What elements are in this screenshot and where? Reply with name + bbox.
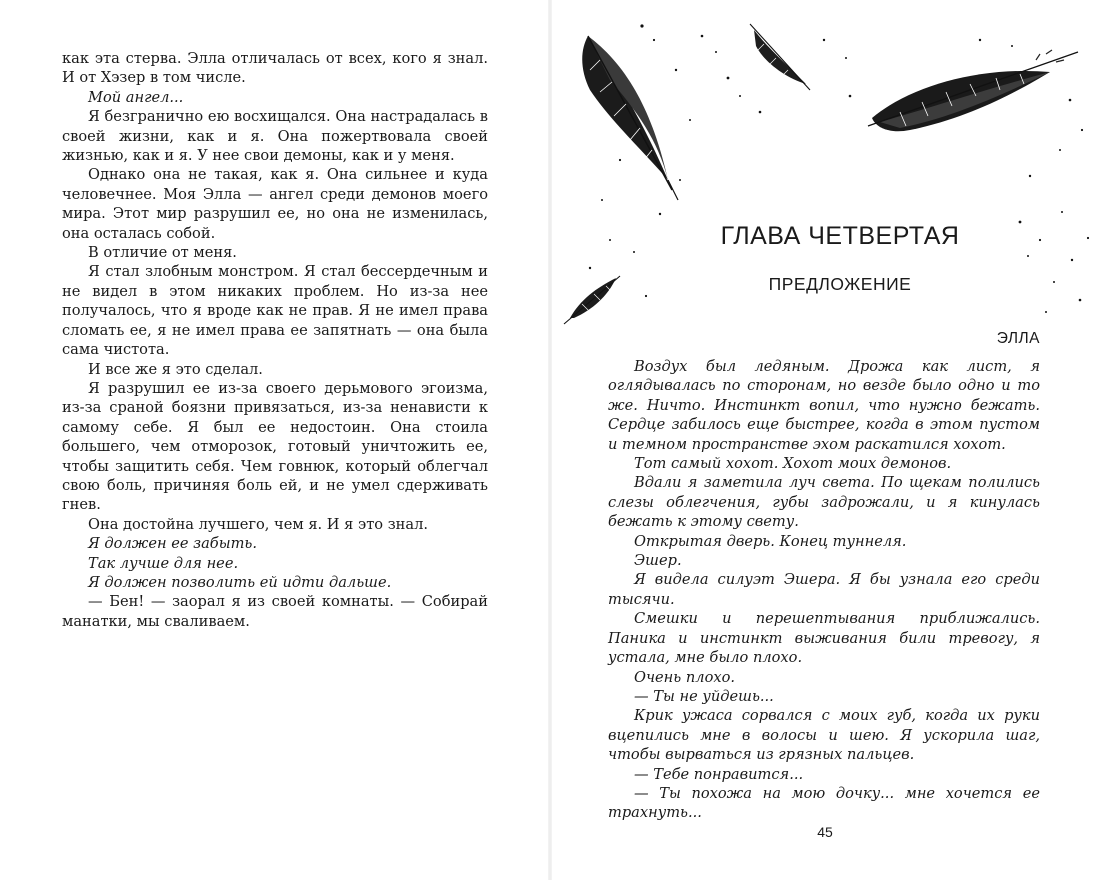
paragraph: Я должен ее забыть. bbox=[88, 535, 258, 553]
paragraph: И все же я это сделал. bbox=[88, 360, 263, 378]
paragraph: Так лучше для нее. bbox=[88, 554, 239, 572]
feather-small-bottom bbox=[564, 276, 620, 324]
paragraph: — Бен! — заорал я из своей комнаты. — Собирай манатки, мы сваливаем. bbox=[62, 593, 488, 630]
paragraph: как эта стерва. Элла отличалась от всех, кого я знал. И от Хэзер в том числе. bbox=[62, 50, 488, 87]
right-page-body bbox=[608, 357, 1040, 823]
paragraph: Я безгранично ею восхищался. Она настрадалась в своей жизни, как и я. Она пожертвовала своей жизнью, как и я. У нее свои демоны, как и у меня. bbox=[62, 108, 488, 165]
paragraph: Крик ужаса сорвался с моих губ, когда их руки вцепились мне в волосы и шею. Я ускорила шаг, чтобы вырваться из грязных пальцев. bbox=[608, 707, 1040, 764]
paragraph: Смешки и перешептывания приближались. Паника и инстинкт выживания били тревогу, я устала, мне было плохо. bbox=[608, 610, 1040, 667]
paragraph: Открытая дверь. Конец туннеля. bbox=[634, 532, 907, 550]
feather-large-right bbox=[868, 50, 1078, 131]
paragraph: Вдали я заметила луч света. По щекам полились слезы облегчения, губы задрожали, и я кинулась бежать к этому свету. bbox=[608, 474, 1040, 531]
pov-character-name: ЭЛЛА bbox=[996, 330, 1040, 347]
paragraph: Тот самый хохот. Хохот моих демонов. bbox=[634, 455, 952, 473]
ink-specks bbox=[589, 24, 1089, 313]
page-number: 45 bbox=[817, 824, 833, 840]
paragraph: — Тебе понравится... bbox=[634, 765, 804, 783]
chapter-title: ГЛАВА ЧЕТВЕРТАЯ bbox=[720, 222, 960, 250]
paragraph: Мой ангел... bbox=[88, 88, 184, 106]
paragraph: Эшер. bbox=[634, 552, 682, 570]
paragraph: Я стал злобным монстром. Я стал бессердечным и не видел в этом никаких проблем. Но из-за нее получалось, что я вроде как не прав. Я не имел права сломать ее, я не имел права ее запятнать — она была сама чистота. bbox=[62, 263, 488, 359]
right-page bbox=[550, 0, 1100, 880]
paragraph: Я разрушил ее из-за своего дерьмового эгоизма, из-за сраной боязни привязаться, из-за ненависти к самому себе. Я был ее недостоин. Она стоила большего, чем отморозок, готовый уничтожить ее, чтобы защитить себя. Чем говнюк, который облегчал свою боль, причиняя боль ей, и не умел сдерживать гнев. bbox=[62, 379, 488, 514]
left-page-body bbox=[62, 49, 488, 631]
chapter-subtitle: ПРЕДЛОЖЕНИЕ bbox=[768, 274, 912, 294]
paragraph: Однако она не такая, как я. Она сильнее и куда человечнее. Моя Элла — ангел среди демонов моего мира. Этот мир разрушил ее, но она не изменилась, она осталась собой. bbox=[62, 166, 488, 242]
paragraph: Я видела силуэт Эшера. Я бы узнала его среди тысячи. bbox=[608, 571, 1040, 608]
paragraph: Я должен позволить ей идти дальше. bbox=[88, 573, 392, 591]
paragraph: — Ты не уйдешь... bbox=[634, 687, 774, 705]
feather-small-top bbox=[750, 24, 810, 90]
feather-large-left bbox=[582, 36, 678, 200]
paragraph: Воздух был ледяным. Дрожа как лист, я оглядывалась по сторонам, но везде было одно и то же. Ничто. Инстинкт вопил, что нужно бежать. Сердце забилось еще быстрее, когда в этом пустом и темном пространстве эхом раскатился хохот. bbox=[608, 358, 1040, 453]
paragraph: В отличие от меня. bbox=[88, 244, 237, 262]
paragraph: Очень плохо. bbox=[634, 668, 736, 686]
paragraph: Она достойна лучшего, чем я. И я это знал. bbox=[88, 515, 428, 533]
paragraph: — Ты похожа на мою дочку... мне хочется ее трахнуть... bbox=[608, 784, 1040, 822]
